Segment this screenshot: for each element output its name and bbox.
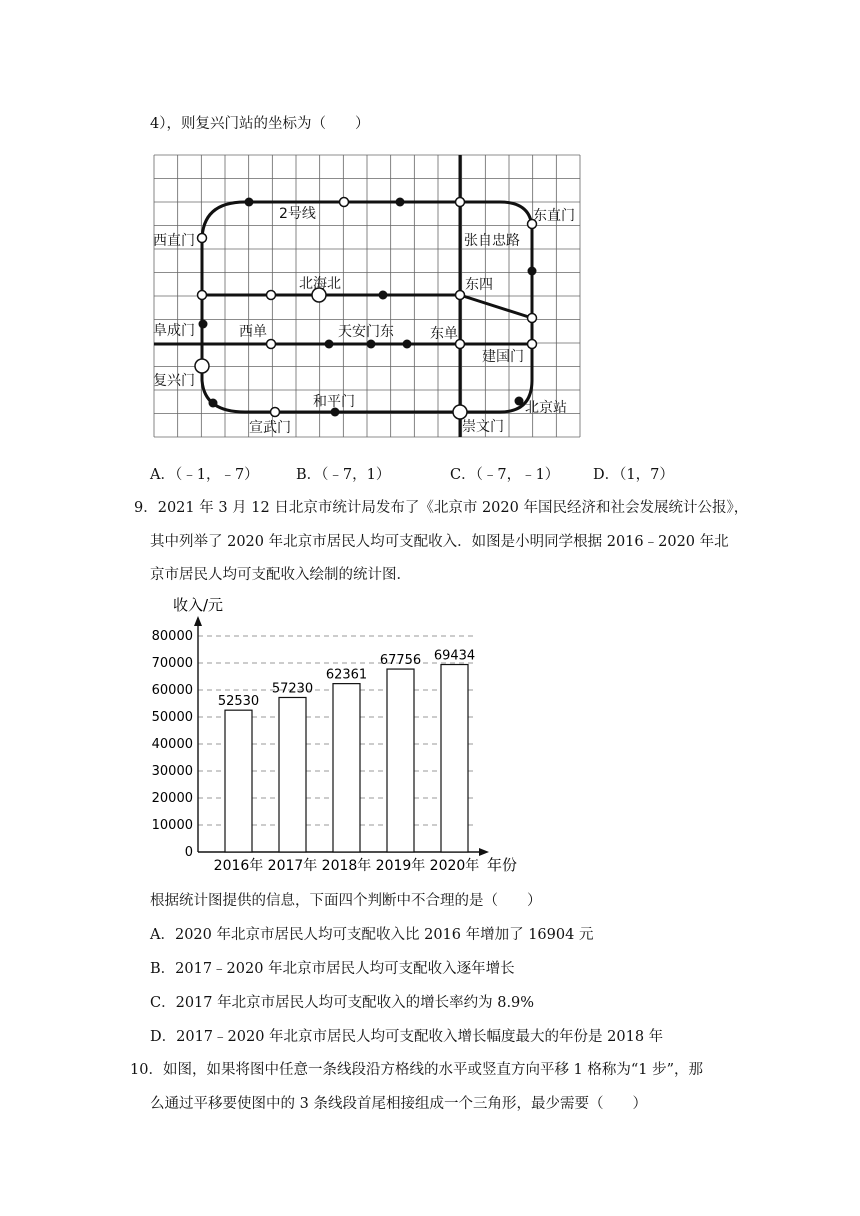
station-marker xyxy=(199,320,208,329)
station-jianguomen: 建国门 xyxy=(482,349,524,365)
chart-bar xyxy=(441,665,468,852)
income-bar-chart xyxy=(145,590,525,880)
chart-bar xyxy=(225,710,252,852)
chart-ytick-label: 50000 xyxy=(151,710,193,725)
station-zhangzizhonglu: 张自忠路 xyxy=(464,233,520,249)
station-beihaibei: 北海北 xyxy=(299,276,341,292)
station-marker xyxy=(267,340,276,349)
chart-bar xyxy=(333,684,360,852)
station-marker xyxy=(367,340,376,349)
q8-option-a[interactable] xyxy=(150,463,259,484)
chart-ytick-label: 0 xyxy=(184,845,193,860)
chart-bar xyxy=(279,697,306,852)
station-marker xyxy=(198,234,207,243)
q8-stem-tail: 4），则复兴门站的坐标为（ ） xyxy=(150,116,370,132)
station-dongzhimen: 东直门 xyxy=(533,208,575,224)
station-xizhimen: 西直门 xyxy=(153,233,195,249)
q9-option-d[interactable]: D．2017﹣2020 年北京市居民人均可支配收入增长幅度最大的年份是 2018 年 xyxy=(150,1029,664,1045)
chart-data-label: 52530 xyxy=(217,694,260,710)
chart-data-label: 57230 xyxy=(271,681,314,697)
station-tiananmendong: 天安门东 xyxy=(338,324,394,340)
q10-stem-line-2: 么通过平移要使图中的 3 条线段首尾相接组成一个三角形，最少需要（ ） xyxy=(150,1096,647,1112)
q8-option-c-key: C． xyxy=(450,467,476,483)
station-chongwenmen: 崇文门 xyxy=(462,419,504,435)
chart-bar xyxy=(387,669,414,852)
station-marker xyxy=(245,198,254,207)
subway-map xyxy=(148,148,588,448)
chart-data-label: 67756 xyxy=(379,653,422,669)
q8-option-d-text: （1，7） xyxy=(619,467,674,483)
q9-question: 根据统计图提供的信息，下面四个判断中不合理的是（ ） xyxy=(150,893,542,909)
q8-option-b[interactable] xyxy=(296,463,390,484)
station-marker xyxy=(325,340,334,349)
station-dongsi: 东四 xyxy=(465,277,493,293)
interchange-marker xyxy=(453,405,467,419)
q8-option-a-key: A． xyxy=(150,467,175,483)
chart-ytick-label: 70000 xyxy=(151,656,193,671)
station-marker xyxy=(528,340,537,349)
q9-option-a[interactable]: A．2020 年北京市居民人均可支配收入比 2016 年增加了 16904 元 xyxy=(150,927,594,943)
chart-y-axis-arrow xyxy=(194,616,202,626)
q9-stem-line-3: 京市居民人均可支配收入绘制的统计图． xyxy=(150,567,411,583)
station-marker xyxy=(198,291,207,300)
chart-ytick-label: 10000 xyxy=(151,818,193,833)
station-marker xyxy=(528,267,537,276)
q8-option-c-text: （﹣7，﹣1） xyxy=(475,467,560,483)
chart-ytick-label: 30000 xyxy=(151,764,193,779)
interchange-marker xyxy=(195,359,209,373)
chart-xtick-label: 2017年 xyxy=(267,858,318,874)
chart-ytick-label: 80000 xyxy=(151,629,193,644)
line-6-east xyxy=(460,295,532,318)
q9-option-c[interactable]: C．2017 年北京市居民人均可支配收入的增长率约为 8.9% xyxy=(150,995,535,1011)
chart-xtick-label: 2018年 xyxy=(321,858,372,874)
station-marker xyxy=(515,397,524,406)
chart-ylabel: 收入/元 xyxy=(173,596,224,614)
chart-ytick-label: 60000 xyxy=(151,683,193,698)
q10-stem-line-1: 10．如图，如果将图中任意一条线段沿方格线的水平或竖直方向平移 1 格称为“1 步”，那 xyxy=(130,1062,704,1078)
station-marker xyxy=(271,408,280,417)
q8-option-b-key: B． xyxy=(296,467,322,483)
station-marker xyxy=(528,314,537,323)
q8-option-a-text: （﹣1，﹣7） xyxy=(174,467,259,483)
q8-option-d-key: D． xyxy=(593,467,620,483)
station-fuchengmen: 阜成门 xyxy=(153,323,195,339)
chart-xtick-label: 2020年 xyxy=(429,858,480,874)
q8-option-c[interactable] xyxy=(450,463,559,484)
chart-xtick-label: 2019年 xyxy=(375,858,426,874)
station-marker xyxy=(456,198,465,207)
q9-stem-line-2: 其中列举了 2020 年北京市居民人均可支配收入．如图是小明同学根据 2016﹣2020 年北 xyxy=(150,534,729,550)
chart-ytick-label: 20000 xyxy=(151,791,193,806)
chart-data-label: 62361 xyxy=(325,667,368,683)
chart-xtick-label: 2016年 xyxy=(213,858,264,874)
station-marker xyxy=(340,198,349,207)
station-fuxingmen: 复兴门 xyxy=(153,373,195,389)
chart-data-label: 69434 xyxy=(433,648,476,664)
station-hepingmen: 和平门 xyxy=(313,394,355,410)
line-2-label: 2号线 xyxy=(279,206,316,222)
station-marker xyxy=(267,291,276,300)
station-marker xyxy=(379,291,388,300)
q8-option-b-text: （﹣7，1） xyxy=(321,467,391,483)
q8-option-d[interactable] xyxy=(593,463,674,484)
chart-xlabel: 年份 xyxy=(487,856,518,874)
chart-x-axis-arrow xyxy=(479,848,489,856)
q9-option-b[interactable]: B．2017﹣2020 年北京市居民人均可支配收入逐年增长 xyxy=(150,961,515,977)
q9-stem-line-1: 9．2021 年 3 月 12 日北京市统计局发布了《北京市 2020 年国民经济和社会发展统计公报》， xyxy=(134,500,749,516)
chart-ytick-label: 40000 xyxy=(151,737,193,752)
station-beijingzhan: 北京站 xyxy=(525,400,567,416)
station-marker xyxy=(396,198,405,207)
station-xidan: 西单 xyxy=(239,324,267,340)
station-marker xyxy=(403,340,412,349)
station-marker xyxy=(209,399,218,408)
station-dongdan: 东单 xyxy=(430,326,458,342)
station-marker xyxy=(456,291,465,300)
station-xuanwumen: 宣武门 xyxy=(249,420,291,436)
